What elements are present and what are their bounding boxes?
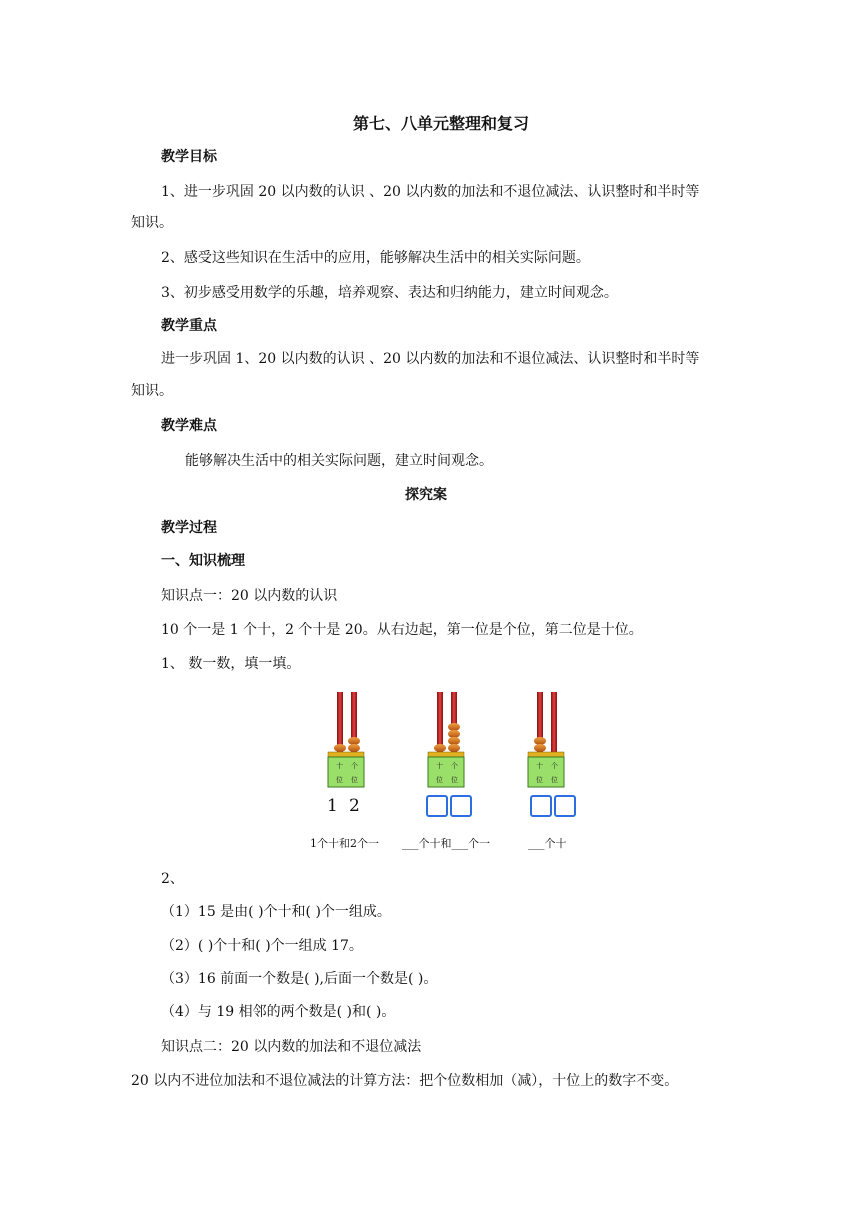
goal-1-line-2: 知识。 (131, 215, 173, 231)
knowledge-point-2-desc: 20 以内不进位加法和不退位减法的计算方法：把个位数相加（减），十位上的数字不变。 (131, 1073, 679, 1089)
abacus-1 (328, 692, 364, 787)
knowledge-point-2: 知识点二：20 以内数的加法和不退位减法 (161, 1039, 422, 1055)
goal-3: 3、初步感受用数学的乐趣，培养观察、表达和归纳能力，建立时间观念。 (161, 285, 618, 301)
heading-explore: 探究案 (405, 487, 447, 503)
label-wei: 位 (351, 776, 358, 784)
abacus-base (528, 757, 564, 787)
label-wei: 位 (551, 776, 558, 784)
bead (448, 737, 460, 745)
knowledge-point-1-desc: 10 个一是 1 个十，2 个十是 20。从右边起，第一位是个位，第二位是十位。 (161, 622, 643, 638)
caption-3: ___个十 (528, 837, 567, 850)
bead (534, 744, 546, 752)
goal-2: 2、感受这些知识在生活中的应用，能够解决生活中的相关实际问题。 (161, 250, 590, 266)
abacus-2 (428, 692, 464, 787)
goal-1-line-1: 1、进一步巩固 20 以内数的认识 、20 以内数的加法和不退位减法、认识整时和半时等 (161, 184, 700, 200)
heading-teaching-goals: 教学目标 (161, 149, 217, 165)
heading-difficulties: 教学难点 (161, 418, 217, 434)
answer-box-tens[interactable] (426, 795, 448, 817)
key-points-line-1: 进一步巩固 1、20 以内数的认识 、20 以内数的加法和不退位减法、认识整时和半时等 (161, 351, 700, 367)
label-wei: 位 (336, 776, 343, 784)
caption-1: 1个十和2个一 (310, 837, 379, 850)
heading-knowledge-review: 一、知识梳理 (161, 553, 245, 569)
bead (448, 744, 460, 752)
page-title: 第七、八单元整理和复习 (353, 114, 530, 133)
difficulties-text: 能够解决生活中的相关实际问题，建立时间观念。 (185, 453, 493, 469)
label-ones: 个 (451, 762, 458, 770)
bead (334, 744, 346, 752)
given-digit-ones: 2 (349, 796, 360, 816)
abacus-drawings (300, 688, 600, 858)
label-wei: 位 (536, 776, 543, 784)
answer-box-tens[interactable] (530, 795, 552, 817)
ones-rod (551, 692, 557, 754)
bead (348, 744, 360, 752)
label-tens: 十 (336, 762, 343, 770)
question-2: 2、 (161, 871, 184, 887)
given-digit-tens: 1 (327, 796, 338, 816)
answer-box-ones[interactable] (450, 795, 472, 817)
heading-key-points: 教学重点 (161, 318, 217, 334)
label-ones: 个 (551, 762, 558, 770)
abacus-base-top (328, 752, 364, 757)
heading-teaching-process: 教学过程 (161, 520, 217, 536)
bead (434, 744, 446, 752)
bead (534, 737, 546, 745)
knowledge-point-1: 知识点一：20 以内数的认识 (161, 588, 338, 604)
abacus-base (328, 757, 364, 787)
key-points-line-2: 知识。 (131, 383, 173, 399)
label-wei: 位 (451, 776, 458, 784)
abacus-base-top (528, 752, 564, 757)
bead (448, 730, 460, 738)
question-1: 1、 数一数，填一填。 (161, 656, 301, 672)
label-wei: 位 (436, 776, 443, 784)
caption-2: ___个十和___个一 (402, 837, 490, 850)
abacus-base (428, 757, 464, 787)
abacus-base-top (428, 752, 464, 757)
question-2-1: （1）15 是由( )个十和( )个一组成。 (161, 904, 391, 920)
abacus-figure (300, 688, 600, 858)
bead (448, 723, 460, 731)
bead (348, 737, 360, 745)
label-tens: 十 (436, 762, 443, 770)
label-ones: 个 (351, 762, 358, 770)
question-2-4: （4）与 19 相邻的两个数是( )和( )。 (161, 1004, 396, 1020)
question-2-3: （3）16 前面一个数是( ),后面一个数是( )。 (161, 971, 438, 987)
abacus-3 (528, 692, 564, 787)
answer-box-ones[interactable] (554, 795, 576, 817)
label-tens: 十 (536, 762, 543, 770)
question-2-2: （2）( )个十和( )个一组成 17。 (161, 938, 363, 954)
